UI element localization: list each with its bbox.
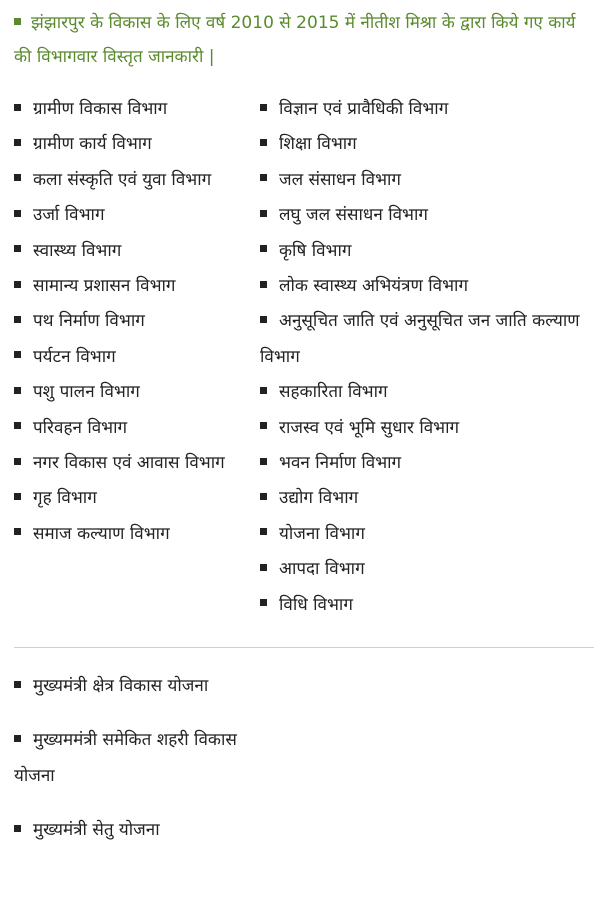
department-item[interactable]: लोक स्वास्थ्य अभियंत्रण विभाग: [260, 269, 592, 304]
department-item[interactable]: सामान्य प्रशासन विभाग: [14, 269, 260, 304]
bullet-icon: [260, 387, 267, 394]
section-divider: [14, 647, 594, 648]
department-item[interactable]: लघु जल संसाधन विभाग: [260, 198, 592, 233]
bullet-icon: [14, 528, 21, 535]
department-item[interactable]: पर्यटन विभाग: [14, 340, 260, 375]
department-item[interactable]: परिवहन विभाग: [14, 411, 260, 446]
department-item[interactable]: नगर विकास एवं आवास विभाग: [14, 446, 260, 481]
scheme-item[interactable]: मुख्यमंत्री सेतु योजना: [14, 812, 274, 848]
scheme-item[interactable]: मुख्यममंत्री समेकित शहरी विकास योजना: [14, 730, 237, 787]
bullet-icon: [260, 422, 267, 429]
bullet-icon: [14, 681, 21, 688]
bullet-icon: [14, 351, 21, 358]
bullet-icon: [14, 825, 21, 832]
bullet-icon: [260, 245, 267, 252]
bullet-icon: [260, 493, 267, 500]
department-item[interactable]: सहकारिता विभाग: [260, 375, 592, 410]
bullet-icon: [14, 104, 21, 111]
department-item[interactable]: विधि विभाग: [260, 588, 592, 623]
intro-text: झंझारपुर के विकास के लिए वर्ष 2010 से 2015 में नीतीश मिश्रा के द्वारा किये गए कार्य की विभागवार विस्तृत जानकारी |: [14, 13, 576, 67]
intro-heading: [14, 6, 592, 74]
bullet-icon: [260, 528, 267, 535]
department-item[interactable]: स्वास्थ्य विभाग: [14, 234, 260, 269]
department-item[interactable]: ग्रामीण कार्य विभाग: [14, 127, 260, 162]
department-list: [14, 92, 592, 623]
bullet-icon: [260, 564, 267, 571]
department-item[interactable]: योजना विभाग: [260, 517, 592, 552]
department-item[interactable]: पथ निर्माण विभाग: [14, 304, 260, 339]
department-column-left: [14, 92, 260, 623]
bullet-icon: [14, 139, 21, 146]
bullet-icon: [260, 281, 267, 288]
department-item[interactable]: उर्जा विभाग: [14, 198, 260, 233]
bullet-icon: [14, 174, 21, 181]
department-item[interactable]: उद्योग विभाग: [260, 481, 592, 516]
bullet-icon: [260, 316, 267, 323]
bullet-icon: [14, 245, 21, 252]
department-item[interactable]: राजस्व एवं भूमि सुधार विभाग: [260, 411, 592, 446]
bullet-icon: [260, 599, 267, 606]
department-item[interactable]: कला संस्कृति एवं युवा विभाग: [14, 163, 260, 198]
bullet-icon: [260, 139, 267, 146]
department-item[interactable]: कृषि विभाग: [260, 234, 592, 269]
department-item[interactable]: समाज कल्याण विभाग: [14, 517, 260, 552]
bullet-icon: [260, 210, 267, 217]
department-item[interactable]: आपदा विभाग: [260, 552, 592, 587]
bullet-icon: [260, 104, 267, 111]
department-item[interactable]: पशु पालन विभाग: [14, 375, 260, 410]
bullet-icon: [14, 735, 21, 742]
scheme-list: [14, 668, 274, 848]
intro-bullet-icon: [14, 18, 21, 25]
department-item[interactable]: शिक्षा विभाग: [260, 127, 592, 162]
bullet-icon: [14, 281, 21, 288]
bullet-icon: [14, 422, 21, 429]
bullet-icon: [260, 174, 267, 181]
bullet-icon: [14, 458, 21, 465]
bullet-icon: [14, 210, 21, 217]
bullet-icon: [14, 493, 21, 500]
department-item[interactable]: गृह विभाग: [14, 481, 260, 516]
bullet-icon: [14, 387, 21, 394]
department-item[interactable]: अनुसूचित जाति एवं अनुसूचित जन जाति कल्याण विभाग: [260, 311, 580, 367]
department-item[interactable]: भवन निर्माण विभाग: [260, 446, 592, 481]
department-column-right: [260, 92, 592, 623]
department-item[interactable]: विज्ञान एवं प्रावैधिकी विभाग: [260, 92, 592, 127]
bullet-icon: [260, 458, 267, 465]
department-item[interactable]: जल संसाधन विभाग: [260, 163, 592, 198]
department-item[interactable]: ग्रामीण विकास विभाग: [14, 92, 260, 127]
scheme-item[interactable]: मुख्यमंत्री क्षेत्र विकास योजना: [14, 668, 274, 704]
bullet-icon: [14, 316, 21, 323]
